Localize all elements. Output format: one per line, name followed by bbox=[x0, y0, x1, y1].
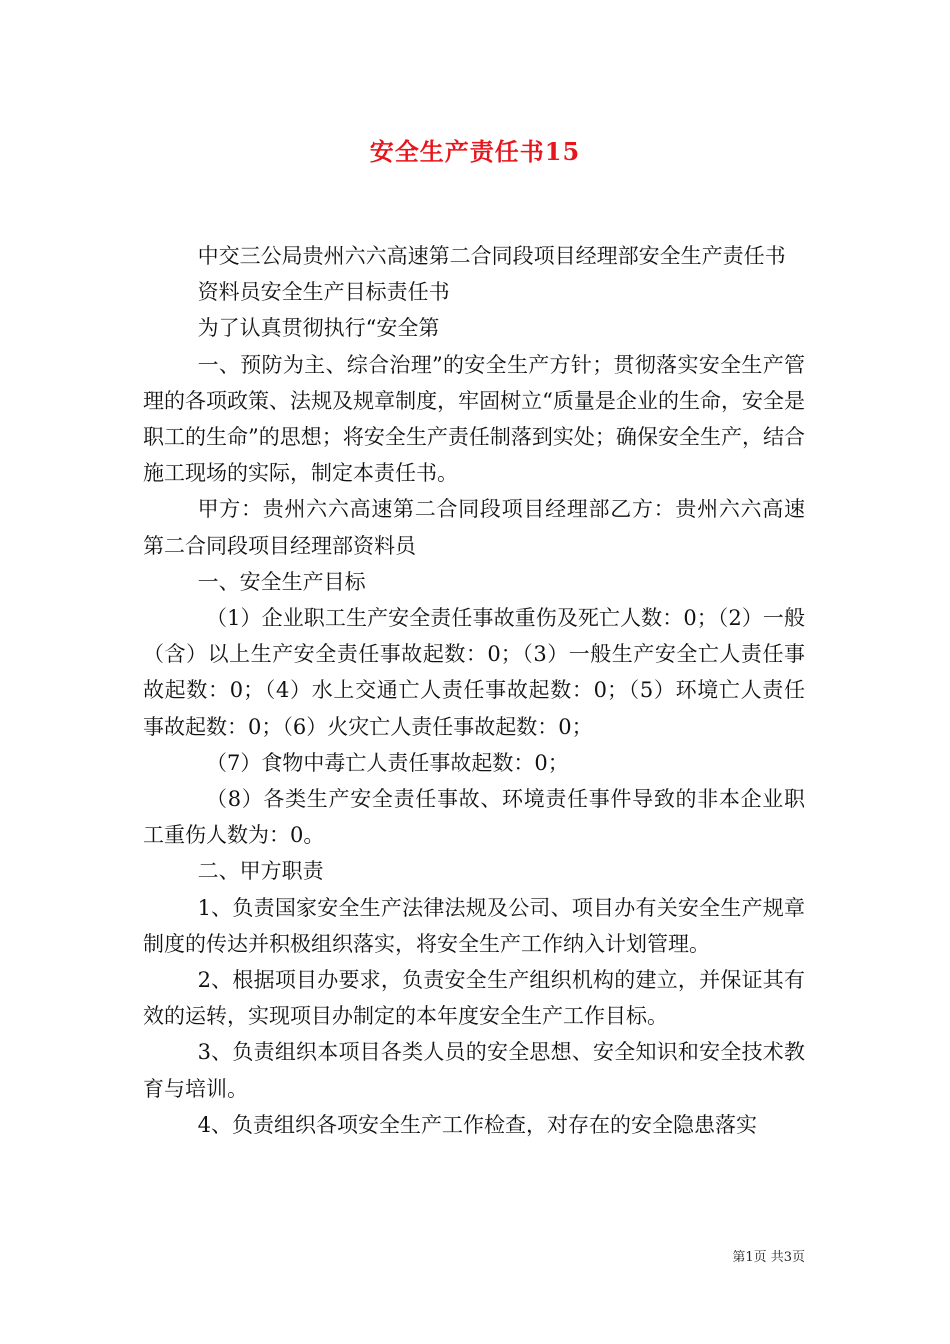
paragraph: 中交三公局贵州六六高速第二合同段项目经理部安全生产责任书 bbox=[197, 244, 786, 268]
paragraph: 2、根据项目办要求，负责安全生产组织机构的建立，并保证其有效的运转，实现项目办制定的本年度安全生产工作目标。 bbox=[143, 968, 805, 1029]
paragraph: 为了认真贯彻执行“安全第 bbox=[197, 316, 440, 341]
paragraph: （8）各类生产安全责任事故、环境责任事件导致的非本企业职工重伤人数为：0。 bbox=[143, 787, 805, 848]
paragraph: 资料员安全生产目标责任书 bbox=[197, 280, 450, 305]
paragraph: （7）食物中毒亡人责任事故起数：0； bbox=[206, 750, 569, 775]
paragraph: 4、负责组织各项安全生产工作检查，对存在的安全隐患落实 bbox=[197, 1112, 757, 1137]
paragraph: 3、负责组织本项目各类人员的安全思想、安全知识和安全技术教育与培训。 bbox=[143, 1040, 805, 1101]
paragraph: （1）企业职工生产安全责任事故重伤及死亡人数：0；（2）一般（含）以上生产安全责任事故起数：0；（3）一般生产安全亡人责任事故起数：0；（4）水上交通亡人责任事故起数：0；（5）环境亡人责任事故起数：0；（6）火灾亡人责任事故起数：0； bbox=[143, 606, 805, 739]
page-number-footer: 第1页 共3页 bbox=[732, 1250, 805, 1265]
document-body bbox=[143, 238, 805, 1143]
paragraph: 1、负责国家安全生产法律法规及公司、项目办有关安全生产规章制度的传达并积极组织落实，将安全生产工作纳入计划管理。 bbox=[143, 895, 805, 956]
paragraph: 一、预防为主、综合治理”的安全生产方针；贯彻落实安全生产管理的各项政策、法规及规章制度，牢固树立“质量是企业的生命，安全是职工的生命”的思想；将安全生产责任制落到实处；确保安全生产，结合施工现场的实际，制定本责任书。 bbox=[143, 352, 805, 486]
document-title: 安全生产责任书15 bbox=[369, 137, 581, 166]
section-heading: 二、甲方职责 bbox=[197, 859, 324, 884]
section-heading: 一、安全生产目标 bbox=[197, 569, 366, 594]
paragraph: 甲方：贵州六六高速第二合同段项目经理部乙方：贵州六六高速第二合同段项目经理部资料员 bbox=[143, 497, 805, 558]
